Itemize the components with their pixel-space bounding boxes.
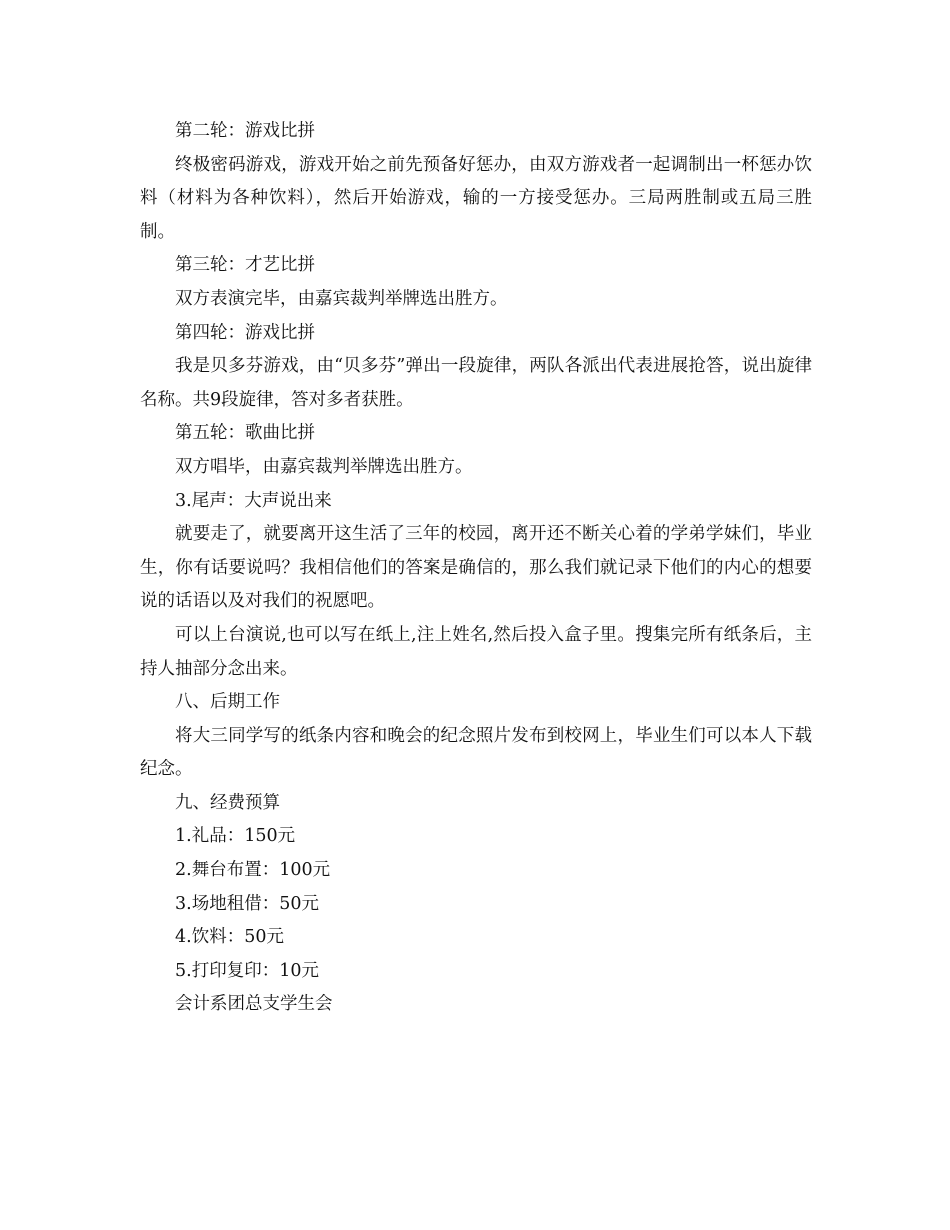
round-three-description: 双方表演完毕，由嘉宾裁判举牌选出胜方。 <box>175 288 508 309</box>
round-two-description: 终极密码游戏，游戏开始之前先预备好惩办，由双方游戏者一起调制出一杯惩办饮料（材料为各种饮料），然后开始游戏，输的一方接受惩办。三局两胜制或五局三胜制。 <box>140 154 812 242</box>
round-four-description: 我是贝多芬游戏，由“贝多芬”弹出一段旋律，两队各派出代表进展抢答，说出旋律名称。共9段旋律，答对多者获胜。 <box>140 356 812 410</box>
budget-item-venue: 3.场地租借：50元 <box>175 893 319 914</box>
round-five-heading: 第五轮：歌曲比拼 <box>175 423 315 444</box>
epilogue-instructions: 可以上台演说,也可以写在纸上,注上姓名,然后投入盒子里。搜集完所有纸条后，主持人抽部分念出来。 <box>140 624 812 679</box>
section-eight-heading: 八、后期工作 <box>175 692 280 713</box>
budget-item-gifts: 1.礼品：150元 <box>175 826 296 847</box>
epilogue-paragraph: 就要走了，就要离开这生活了三年的校园，离开还不断关心着的学弟学妹们，毕业生，你有话要说吗？我相信他们的答案是确信的，那么我们就记录下他们的内心的想要说的话语以及对我们的祝愿吧。 <box>140 524 812 612</box>
round-five-description: 双方唱毕，由嘉宾裁判举牌选出胜方。 <box>175 456 473 477</box>
budget-item-stage: 2.舞台布置：100元 <box>175 860 331 881</box>
document-body <box>140 115 812 1022</box>
budget-item-printing: 5.打印复印：10元 <box>175 960 319 981</box>
section-nine-heading: 九、经费预算 <box>175 792 280 813</box>
round-three-heading: 第三轮：才艺比拼 <box>175 255 315 276</box>
organizer-signature: 会计系团总支学生会 <box>175 994 333 1015</box>
budget-item-drinks: 4.饮料：50元 <box>175 927 284 948</box>
round-two-heading: 第二轮：游戏比拼 <box>175 121 315 141</box>
round-four-heading: 第四轮：游戏比拼 <box>175 322 315 343</box>
section-eight-paragraph: 将大三同学写的纸条内容和晚会的纪念照片发布到校网上，毕业生们可以本人下载纪念。 <box>140 725 812 780</box>
epilogue-heading: 3.尾声：大声说出来 <box>175 490 332 511</box>
